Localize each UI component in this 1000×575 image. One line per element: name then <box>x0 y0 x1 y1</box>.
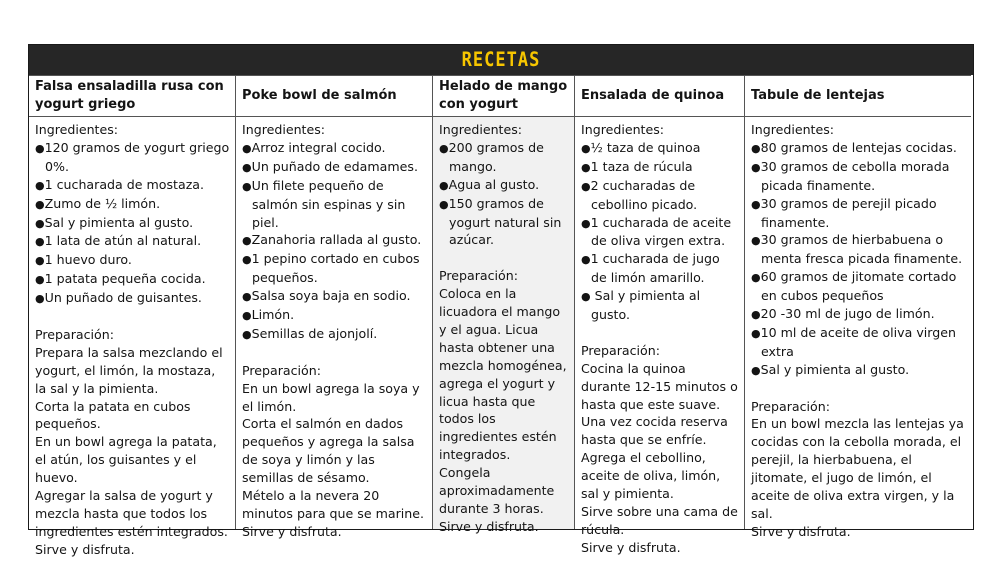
recipe-title: Falsa ensaladilla rusa con yogurt griego <box>29 75 235 117</box>
ingredient-item: ● Zanahoria rallada al gusto. <box>242 231 427 250</box>
preparation-label: Preparación: <box>751 398 830 414</box>
preparation-step: Coloca en la licuadora el mango y el agua. Licua hasta obtener una mezcla homogénea, agrega el yogurt y licua hasta que todos los ingredientes estén integrados. <box>439 286 567 463</box>
preparation-steps <box>751 415 966 540</box>
ingredient-item: ● Semillas de ajonjolí. <box>242 325 427 344</box>
preparation-steps <box>439 285 569 536</box>
ingredient-item: ● 1 patata pequeña cocida. <box>35 270 230 289</box>
title-bar <box>29 45 973 75</box>
ingredient-item: ● 30 gramos de cebolla morada picada finamente. <box>751 158 966 195</box>
ingredient-item: ● 1 cucharada de aceite de oliva virgen extra. <box>581 214 739 251</box>
preparation-step: Cocina la quinoa durante 12-15 minutos o hasta que este suave. Una vez cocida reserva hasta que se enfríe. <box>581 360 738 448</box>
preparation-step: Agrega el cebollino, aceite de oliva, limón, sal y pimienta. <box>581 450 721 502</box>
preparation-steps <box>581 360 739 557</box>
preparation-step: Corta el salmón en dados pequeños y agrega la salsa de soya y limón y las semillas de sésamo. <box>242 416 415 486</box>
ingredients-label: Ingredientes: <box>751 122 835 137</box>
recipe-body <box>433 117 574 534</box>
ingredient-item: ● Sal y pimienta al gusto. <box>581 287 739 324</box>
ingredient-item: ● Zumo de ½ limón. <box>35 195 230 214</box>
recipe-title: Helado de mango con yogurt <box>433 75 574 117</box>
ingredient-item: ● 30 gramos de perejil picado finamente. <box>751 195 966 232</box>
ingredient-item: ● Arroz integral cocido. <box>242 139 427 158</box>
ingredient-item: ● Sal y pimienta al gusto. <box>751 361 966 380</box>
ingredients-list <box>242 139 427 344</box>
ingredient-item: ● Agua al gusto. <box>439 176 569 195</box>
ingredient-item: ● 10 ml de aceite de oliva virgen extra <box>751 324 966 361</box>
ingredient-item: ● Un puñado de guisantes. <box>35 289 230 308</box>
ingredient-item: ● 1 pepino cortado en cubos pequeños. <box>242 250 427 287</box>
preparation-step: Mételo a la nevera 20 minutos para que se marine. <box>242 488 424 522</box>
ingredients-list <box>439 139 569 249</box>
ingredient-item: ● Limón. <box>242 306 427 325</box>
ingredients-label: Ingredientes: <box>581 122 665 137</box>
preparation-steps <box>242 380 427 541</box>
recipe-column-helado <box>433 75 575 534</box>
ingredient-item: ● 30 gramos de hierbabuena o menta fresca picada finamente. <box>751 231 966 268</box>
preparation-step: Sirve y disfruta. <box>242 523 342 539</box>
preparation-step: Sirve y disfruta. <box>35 541 135 557</box>
recipe-column-ensaladilla <box>29 75 236 557</box>
ingredients-label: Ingredientes: <box>439 122 523 137</box>
ingredient-item: ● Sal y pimienta al gusto. <box>35 214 230 233</box>
ingredients-label: Ingredientes: <box>242 122 326 137</box>
table-title: RECETAS <box>461 48 541 72</box>
ingredient-item: ● 1 taza de rúcula <box>581 158 739 177</box>
recipe-body <box>575 117 744 555</box>
recipe-title: Tabule de lentejas <box>745 75 971 117</box>
ingredient-item: ● 200 gramos de mango. <box>439 139 569 176</box>
ingredients-label: Ingredientes: <box>35 122 119 137</box>
ingredient-item: ● 120 gramos de yogurt griego 0%. <box>35 139 230 176</box>
preparation-label: Preparación: <box>242 362 321 378</box>
preparation-step: En un bowl agrega la patata, el atún, los guisantes y el huevo. <box>35 434 217 486</box>
preparation-step: En un bowl mezcla las lentejas ya cocidas con la cebolla morada, el perejil, la hierbabuena, el jitomate, el jugo de limón, el aceite de oliva extra virgen, y la sal. <box>751 416 964 522</box>
preparation-step: Sirve y disfruta. <box>751 523 851 539</box>
recipes-grid <box>29 75 973 557</box>
preparation-steps <box>35 344 230 559</box>
ingredient-item: ● ½ taza de quinoa <box>581 139 739 158</box>
preparation-step: Sirve sobre una cama de rúcula. <box>581 504 738 537</box>
ingredient-item: ● 1 cucharada de jugo de limón amarillo. <box>581 250 739 287</box>
recipe-body <box>29 117 235 557</box>
recipe-body <box>745 117 971 539</box>
ingredients-list <box>751 139 966 380</box>
preparation-step: Corta la patata en cubos pequeños. <box>35 398 191 432</box>
preparation-label: Preparación: <box>35 326 114 342</box>
recipes-table <box>28 44 974 557</box>
ingredient-item: ● 150 gramos de yogurt natural sin azúcar. <box>439 195 569 250</box>
ingredient-item: ● 2 cucharadas de cebollino picado. <box>581 177 739 214</box>
recipe-title: Poke bowl de salmón <box>236 75 432 117</box>
ingredients-list <box>35 139 230 308</box>
preparation-step: Sirve y disfruta. <box>581 539 681 555</box>
preparation-step: Agregar la salsa de yogurt y mezcla hasta que todos los ingredientes estén integrados. <box>35 488 228 539</box>
recipe-body <box>236 117 432 539</box>
preparation-step: Prepara la salsa mezclando el yogurt, el limón, la mostaza, la sal y la pimienta. <box>35 344 223 396</box>
ingredient-item: ● 1 cucharada de mostaza. <box>35 176 230 195</box>
preparation-step: Sirve y disfruta. <box>439 518 539 534</box>
recipe-column-quinoa <box>575 75 745 555</box>
ingredient-item: ● Un puñado de edamames. <box>242 158 427 177</box>
ingredient-item: ● 20 -30 ml de jugo de limón. <box>751 305 966 324</box>
preparation-label: Preparación: <box>581 342 660 358</box>
ingredient-item: ● 1 huevo duro. <box>35 251 230 270</box>
recipe-column-tabule <box>745 75 971 539</box>
ingredient-item: ● 1 lata de atún al natural. <box>35 232 230 251</box>
ingredient-item: ● Salsa soya baja en sodio. <box>242 287 427 306</box>
recipe-column-poke-bowl <box>236 75 433 539</box>
preparation-label: Preparación: <box>439 268 518 284</box>
ingredient-item: ● Un filete pequeño de salmón sin espinas y sin piel. <box>242 177 427 232</box>
preparation-step: En un bowl agrega la soya y el limón. <box>242 380 420 414</box>
recipe-title: Ensalada de quinoa <box>575 75 744 117</box>
ingredient-item: ● 60 gramos de jitomate cortado en cubos pequeños <box>751 268 966 305</box>
ingredients-list <box>581 139 739 324</box>
preparation-step: Congela aproximadamente durante 3 horas. <box>439 465 555 517</box>
ingredient-item: ● 80 gramos de lentejas cocidas. <box>751 139 966 158</box>
